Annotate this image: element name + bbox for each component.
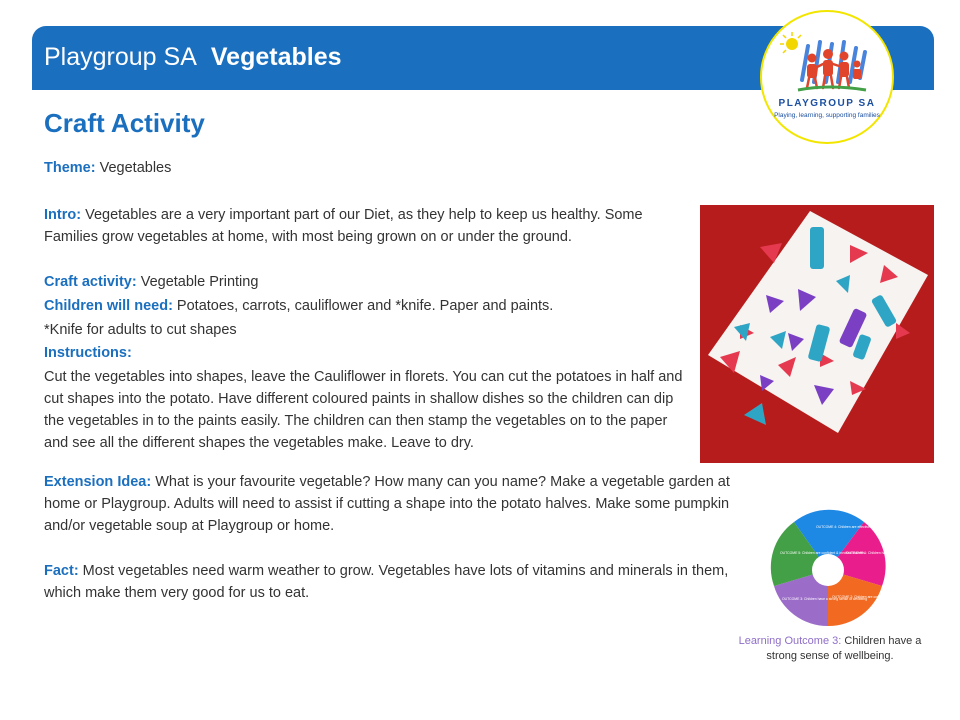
caption-label: Learning Outcome 3: [738,635,842,647]
craft-label: Craft activity: [44,274,137,290]
craft-value: Vegetable Printing [136,274,259,290]
outcome-1-text: OUTCOME 1: Children have a strong sense of identity [846,551,928,555]
intro-label: Intro: [44,207,82,223]
instructions-heading [44,342,684,364]
header-subject: Vegetables [210,43,342,71]
learning-outcome-caption [730,634,930,664]
instructions-label: Instructions: [44,345,132,361]
outcome-3-text: OUTCOME 3: Children have a strong sense of wellbeing [782,597,867,601]
instructions-text: Cut the vegetables into shapes, leave the Cauliflower in florets. You can cut the potatoes in half and cut shapes into the potato. Have different coloured paints in shallow dishes so the children can dip the vegetables in to the paints easily. The children can then stamp the vegetables on to the paper and see all the different shapes the vegetables make. Leave to dry. [44,369,683,451]
craft-line [44,271,684,293]
needs-label: Children will need: [44,298,173,314]
knife-note: *Knife for adults to cut shapes [44,322,237,338]
header-title [44,43,342,72]
needs-line [44,295,684,317]
family-figures-icon [762,12,896,146]
header-brand: Playgroup SA [44,43,197,71]
needs-value: Potatoes, carrots, cauliflower and *knife. Paper and paints. [172,298,554,314]
fact-label: Fact: [44,563,79,579]
logo-tagline: Playing, learning, supporting families [774,112,880,119]
extension-paragraph [44,471,734,537]
page-title: Craft Activity [44,108,205,138]
caption-text: Children have a strong sense of wellbeing. [766,635,922,662]
intro-text: Vegetables are a very important part of our Diet, as they help to keep us healthy. Some Families grow vegetables at home, with most being grown on or under the ground. [44,207,643,245]
logo-name: PLAYGROUP SA [778,98,876,109]
intro-paragraph [44,204,684,248]
outcome-5-text: OUTCOME 5: Children are confident & involved learners [780,551,865,555]
extension-label: Extension Idea: [44,474,152,490]
fact-paragraph [44,560,734,604]
fact-text: Most vegetables need warm weather to grow. Vegetables have lots of vitamins and minerals in them, which make them very good for us to eat. [44,563,729,601]
theme-value: Vegetables [95,160,172,176]
vegetable-print-artwork [700,205,934,463]
theme-line [44,157,684,179]
learning-outcomes-wheel [772,514,936,626]
outcome-2-text: OUTCOME 2: Children are connected with & contribute to their world [832,595,936,599]
extension-text: What is your favourite vegetable? How many can you name? Make a vegetable garden at home or Playgroup. Adults will need to assist if cutting a shape into the potato halves. Make some pumpkin and/or vegetable soup at Playgroup or home. [44,474,730,534]
vegetable-print-photo [700,205,934,463]
outcome-4-text: OUTCOME 4: Children are effective communicators [816,525,894,529]
playgroup-logo [760,10,894,144]
theme-label: Theme: [44,160,96,176]
